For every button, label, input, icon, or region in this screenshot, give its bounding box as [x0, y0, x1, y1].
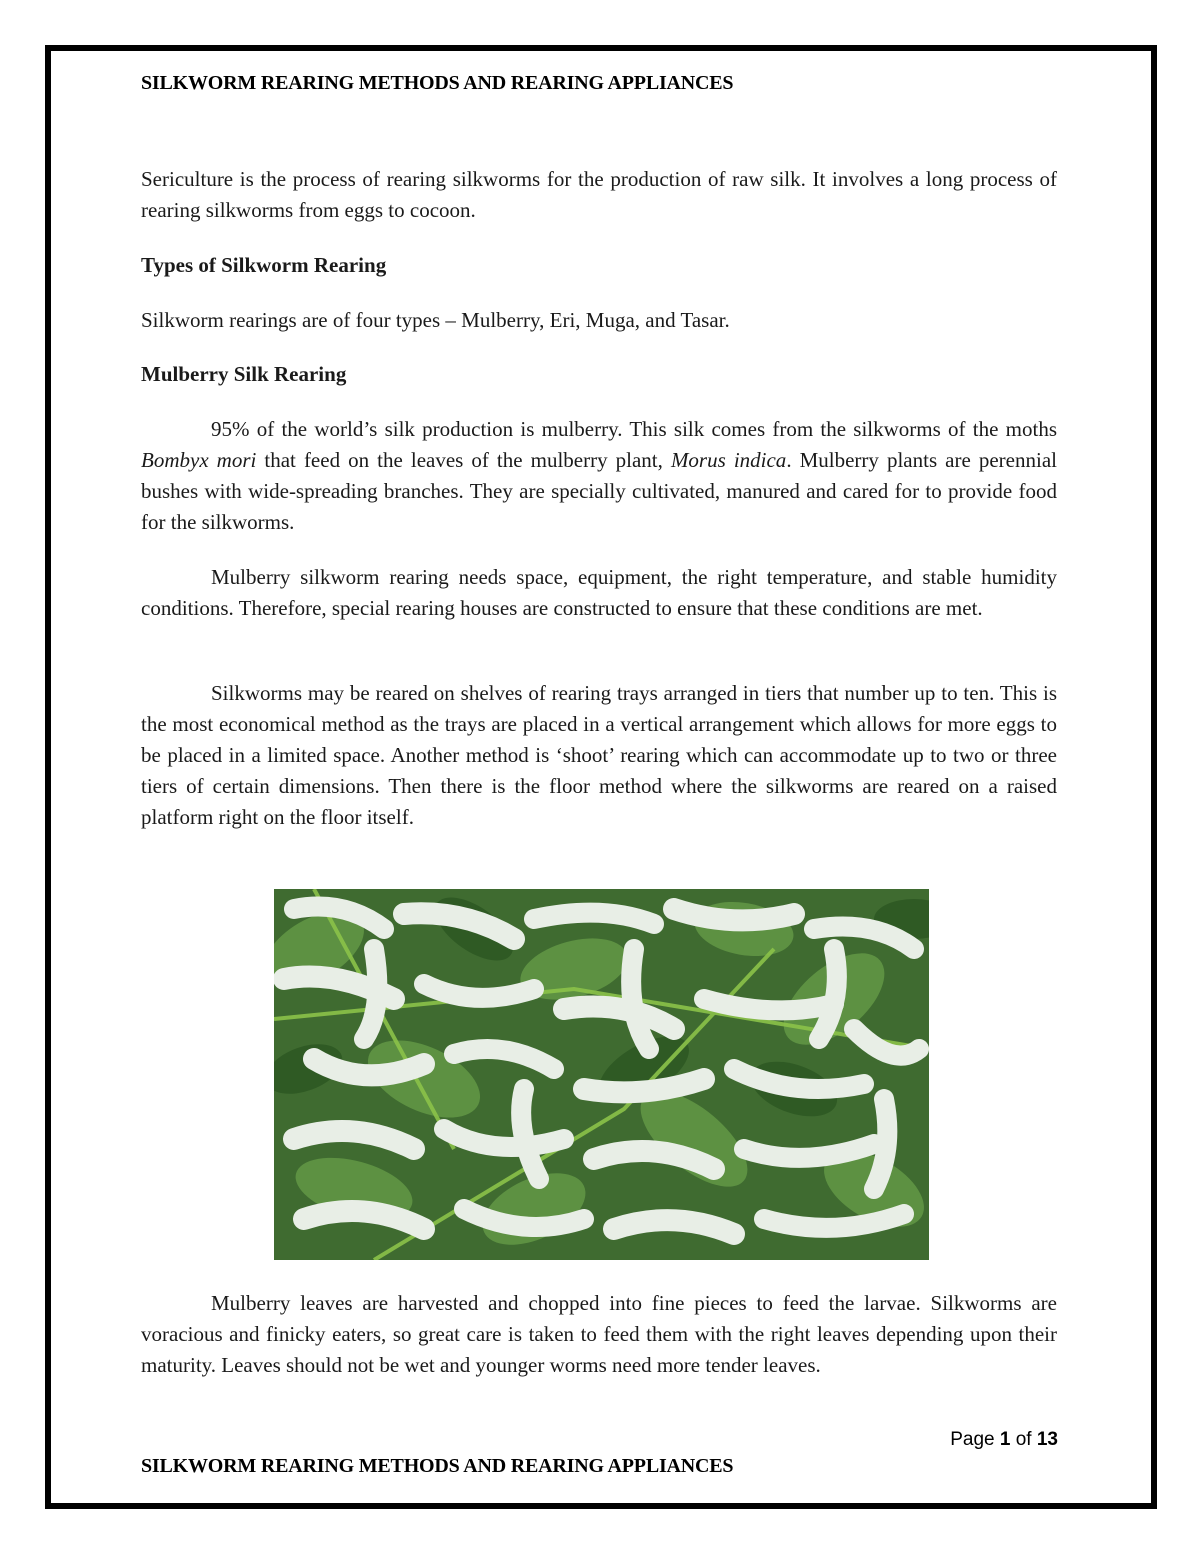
para1-block — [141, 414, 1057, 538]
page-footer: SILKWORM REARING METHODS AND REARING APPLIANCES — [141, 1455, 734, 1477]
types-paragraph: Silkworm rearings are of four types – Mulberry, Eri, Muga, and Tasar. — [141, 308, 730, 332]
page-current: 1 — [999, 1429, 1011, 1450]
page-total: 13 — [1036, 1429, 1058, 1450]
page-label: Page — [950, 1429, 995, 1450]
para3-block — [141, 678, 1057, 833]
types-section — [141, 250, 1057, 281]
mulberry-section — [141, 359, 1057, 390]
para2-block — [141, 562, 1057, 624]
intro-paragraph: Sericulture is the process of rearing silkworms for the production of raw silk. It involves a long process of rearing silkworms from eggs to cocoon. — [141, 167, 1057, 222]
mulberry-heading: Mulberry Silk Rearing — [141, 362, 347, 386]
para1-text-b: that feed on the leaves of the mulberry plant, — [256, 448, 671, 472]
species-morus-indica: Morus indica — [670, 448, 787, 472]
conditions-paragraph: Mulberry silkworm rearing needs space, equipment, the right temperature, and stable humidity conditions. Therefore, special rearing houses are constructed to ensure that these conditions are met. — [141, 565, 1057, 620]
para4-block — [141, 1288, 1057, 1381]
page-header: SILKWORM REARING METHODS AND REARING APPLIANCES — [141, 72, 734, 94]
mulberry-paragraph — [141, 414, 1057, 538]
types-heading: Types of Silkworm Rearing — [141, 253, 387, 277]
methods-paragraph: Silkworms may be reared on shelves of rearing trays arranged in tiers that number up to ten. This is the most economical method as the trays are placed in a vertical arrangement which allows for more eggs to be placed in a limited space. Another method is ‘shoot’ rearing which can accommodate up to two or three tiers of certain dimensions. Then there is the floor method where the silkworms are reared on a raised platform right on the floor itself. — [141, 681, 1057, 829]
types-text-block — [141, 305, 1057, 336]
page-of: of — [1015, 1429, 1032, 1450]
species-bombyx-mori: Bombyx mori — [141, 448, 257, 472]
silkworm-photo — [274, 889, 929, 1260]
para1-text-a: 95% of the world’s silk production is mulberry. This silk comes from the silkworms of the moths — [211, 417, 1057, 441]
document-body — [141, 164, 1057, 226]
para1-text-c: . Mulberry plants are perennial bushes with wide-spreading branches. They are specially cultivated, manured and cared for to provide food for the silkworms. — [141, 448, 1057, 534]
feeding-paragraph: Mulberry leaves are harvested and chopped into fine pieces to feed the larvae. Silkworms are voracious and finicky eaters, so great care is taken to feed them with the right leaves depending upon their maturity. Leaves should not be wet and younger worms need more tender leaves. — [141, 1291, 1057, 1377]
page-number — [950, 1429, 1058, 1451]
